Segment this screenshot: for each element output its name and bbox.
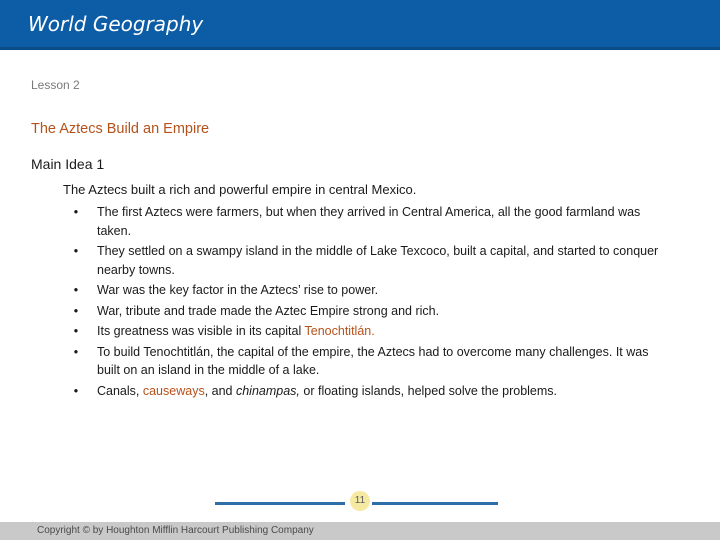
- list-item: [70, 302, 670, 321]
- list-item: [70, 343, 670, 380]
- footer-bar: [0, 522, 720, 540]
- main-idea-intro: The Aztecs built a rich and powerful empire in central Mexico.: [63, 182, 417, 197]
- bullet-icon: •: [73, 283, 79, 297]
- bullet-icon: •: [73, 324, 79, 338]
- bullet-list: [70, 203, 670, 402]
- term-chinampas: chinampas,: [235, 383, 300, 398]
- section-title: The Aztecs Build an Empire: [31, 121, 210, 137]
- footer-divider-right: [372, 502, 498, 505]
- copyright-text: Copyright © by Houghton Mifflin Harcourt Publishing Company: [37, 525, 314, 536]
- bullet-text: They settled on a swampy island in the middle of Lake Texcoco, built a capital, and started to conquer nearby towns.: [97, 244, 659, 277]
- bullet-text: Canals,: [97, 383, 143, 398]
- bullet-text: The first Aztecs were farmers, but when they arrived in Central America, all the good farmland was taken.: [97, 205, 641, 238]
- footer-divider-left: [215, 502, 345, 505]
- page-number-badge: 11: [350, 491, 370, 511]
- bullet-text: War, tribute and trade made the Aztec Empire strong and rich.: [97, 303, 440, 318]
- list-item: [70, 382, 670, 401]
- key-term-causeways: causeways: [142, 383, 205, 398]
- bullet-text: , and: [204, 383, 236, 398]
- bullet-icon: •: [73, 344, 79, 359]
- bullet-icon: •: [73, 383, 79, 398]
- list-item: [70, 281, 670, 300]
- bullet-text: Its greatness was visible in its capital: [97, 324, 305, 338]
- key-term-tenochtitlan: Tenochtitlán.: [304, 324, 375, 338]
- list-item: [70, 203, 670, 240]
- list-item: [70, 322, 670, 341]
- list-item: [70, 242, 670, 279]
- bullet-text: To build Tenochtitlán, the capital of the empire, the Aztecs had to overcome many challenges. It was built on an island in the middle of a lake.: [97, 344, 649, 377]
- header-title: World Geography: [28, 12, 204, 36]
- main-idea-heading: Main Idea 1: [31, 156, 105, 172]
- bullet-icon: •: [73, 205, 79, 219]
- lesson-label: Lesson 2: [31, 78, 80, 92]
- bullet-icon: •: [73, 244, 79, 258]
- header-bar: [0, 0, 720, 50]
- bullet-text: or floating islands, helped solve the problems.: [299, 383, 558, 398]
- bullet-text: War was the key factor in the Aztecs’ rise to power.: [97, 283, 379, 297]
- bullet-icon: •: [73, 303, 79, 318]
